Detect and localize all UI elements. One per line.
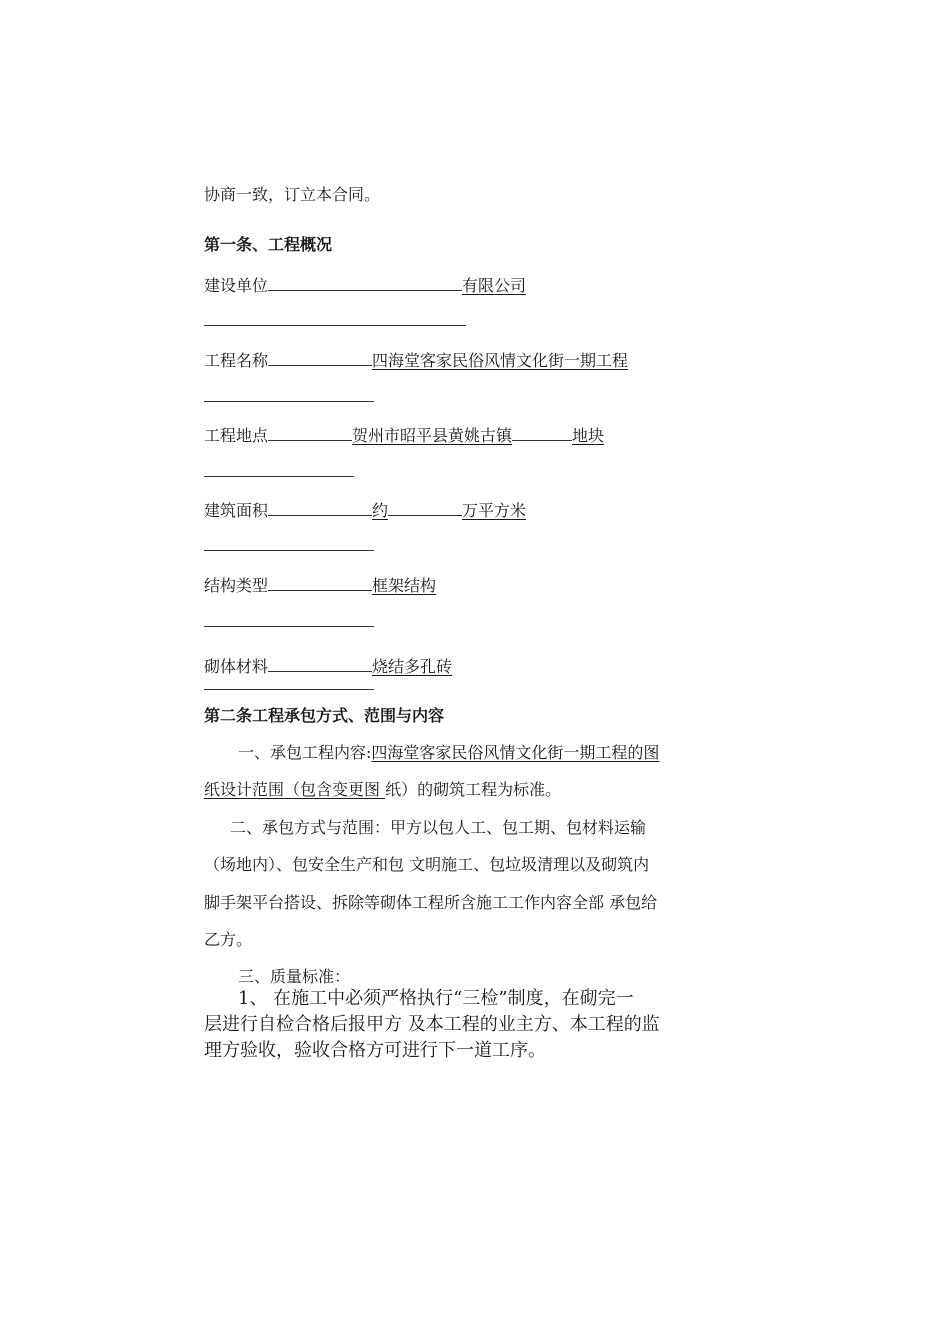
project-name-blank — [268, 348, 372, 366]
contract-content-line-1 — [238, 743, 659, 763]
contract-method-line: 脚手架平台搭设、拆除等砌体工程所含施工工作内容全部 承包给 — [204, 893, 658, 912]
project-name-label: 工程名称 — [204, 351, 269, 370]
location-blank-2 — [512, 423, 572, 441]
contract-content-lead: 一、承包工程内容: — [238, 743, 372, 762]
location-label: 工程地点 — [204, 426, 269, 445]
quality-rule-line: 层进行自检合格后报甲方 及本工程的业主方、本工程的监 — [204, 1014, 660, 1035]
contract-method-line: 二、承包方式与范围：甲方以包人工、包工期、包材料运输 — [230, 818, 647, 837]
location-continuation-line — [204, 476, 354, 477]
contract-content-line-2 — [204, 780, 561, 800]
contract-content-underlined-2: 纸设计范围（包含变更图 — [204, 780, 386, 799]
builder-label: 建设单位 — [204, 276, 269, 295]
material-value: 烧结多孔砖 — [372, 657, 453, 676]
builder-value: 有限公司 — [462, 276, 527, 295]
location-value-1: 贺州市昭平县黄姚古镇 — [352, 426, 513, 445]
material-blank — [268, 654, 372, 672]
area-value-2: 万平方米 — [462, 501, 527, 520]
builder-continuation-line — [204, 325, 466, 326]
area-row — [204, 498, 526, 521]
contract-method-line: （场地内）、包安全生产和包 文明施工、包垃圾清理以及砌筑内 — [204, 855, 650, 874]
project-name-value: 四海堂客家民俗风情文化街一期工程 — [372, 351, 629, 370]
contract-content-underlined-1: 四海堂客家民俗风情文化街一期工程的图 — [371, 743, 660, 762]
structure-value: 框架结构 — [372, 576, 437, 595]
quality-rule-line: 理方验收，验收合格方可进行下一道工序。 — [204, 1040, 546, 1061]
area-continuation-line — [204, 550, 374, 551]
section-1-heading: 第一条、工程概况 — [204, 235, 333, 254]
structure-blank — [268, 573, 372, 591]
structure-continuation-line — [204, 626, 374, 627]
structure-row — [204, 573, 436, 596]
contract-content-rest: 纸）的砌筑工程为标准。 — [385, 780, 562, 799]
project-name-continuation-line — [204, 401, 374, 402]
location-value-2: 地块 — [572, 426, 605, 445]
project-name-row — [204, 348, 628, 371]
structure-label: 结构类型 — [204, 576, 269, 595]
section-2-heading: 第二条工程承包方式、范围与内容 — [204, 706, 445, 725]
area-value-1: 约 — [372, 501, 389, 520]
material-continuation-line — [204, 689, 374, 690]
area-label: 建筑面积 — [204, 501, 269, 520]
builder-row — [204, 273, 526, 296]
builder-blank — [268, 273, 462, 291]
material-row — [204, 654, 452, 677]
intro-text: 协商一致，订立本合同。 — [204, 185, 381, 204]
area-blank-1 — [268, 498, 372, 516]
quality-standard-heading: 三、质量标准： — [238, 967, 351, 986]
contract-method-line: 乙方。 — [204, 930, 253, 949]
material-label: 砌体材料 — [204, 657, 269, 676]
location-blank-1 — [268, 423, 352, 441]
location-row — [204, 423, 604, 446]
area-blank-2 — [388, 498, 462, 516]
quality-rule-line: 1、 在施工中必须严格执行“三检”制度，在砌完一 — [238, 988, 634, 1009]
